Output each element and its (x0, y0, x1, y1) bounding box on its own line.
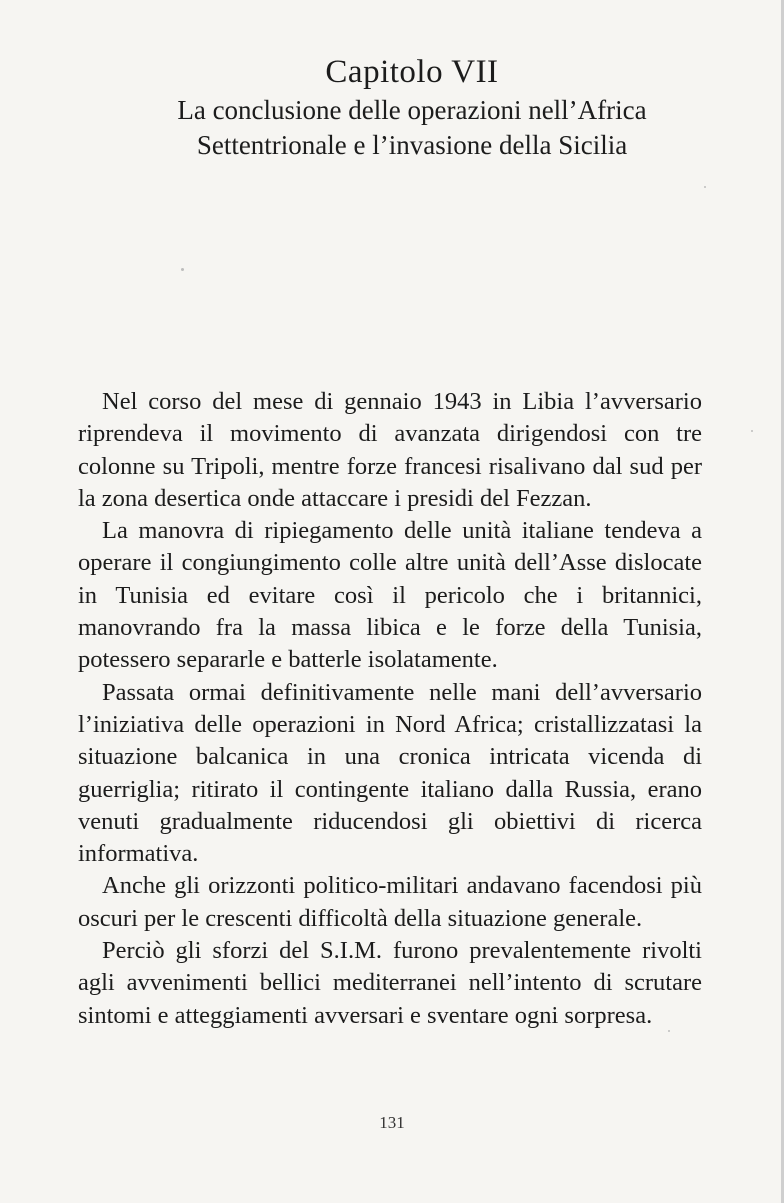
paragraph: Passata ormai definitivamente nelle mani dell’avversario l’iniziativa delle operazioni in Nord Africa; cristallizzatasi la situazione balcanica in una cronica intricata vicenda di guerriglia; ritirato il contingente italiano dalla Russia, erano venuti gradualmente riducendosi gli obiettivi di ricerca informativa. (78, 678, 702, 868)
paragraph: Anche gli orizzonti politico-militari andavano facendosi più oscuri per le crescenti difficoltà della situazione generale. (78, 872, 702, 932)
chapter-title: Capitolo VII (325, 54, 499, 90)
paper-speck (668, 1030, 670, 1032)
body-text (78, 386, 702, 1032)
chapter-subtitle-line-1: La conclusione delle operazioni nell’Africa (177, 95, 647, 125)
paragraph: La manovra di ripiegamento delle unità italiane tendeva a operare il congiungimento colle altre unità dell’Asse dislocate in Tunisia ed evitare così il pericolo che i britannici, manovrando fra la massa libica e le forze della Tunisia, potessero separarle e batterle isolatamente. (78, 517, 702, 674)
paragraph: Nel corso del mese di gennaio 1943 in Libia l’avversario riprendeva il movimento di avanzata dirigendosi con tre colonne su Tripoli, mentre forze francesi risalivano dal sud per la zona desertica onde attaccare i presidi del Fezzan. (78, 388, 702, 512)
paper-speck (751, 430, 753, 432)
chapter-subtitle-line-2: Settentrionale e l’invasione della Sicilia (196, 130, 628, 160)
paper-speck (181, 268, 184, 271)
paragraph: Perciò gli sforzi del S.I.M. furono prevalentemente rivolti agli avvenimenti bellici mediterranei nell’intento di scrutare sintomi e atteggiamenti avversari e sventare ogni sorpresa. (78, 937, 702, 1029)
page-number: 131 (379, 1113, 405, 1132)
chapter-heading (60, 52, 764, 162)
paper-speck (704, 186, 706, 188)
